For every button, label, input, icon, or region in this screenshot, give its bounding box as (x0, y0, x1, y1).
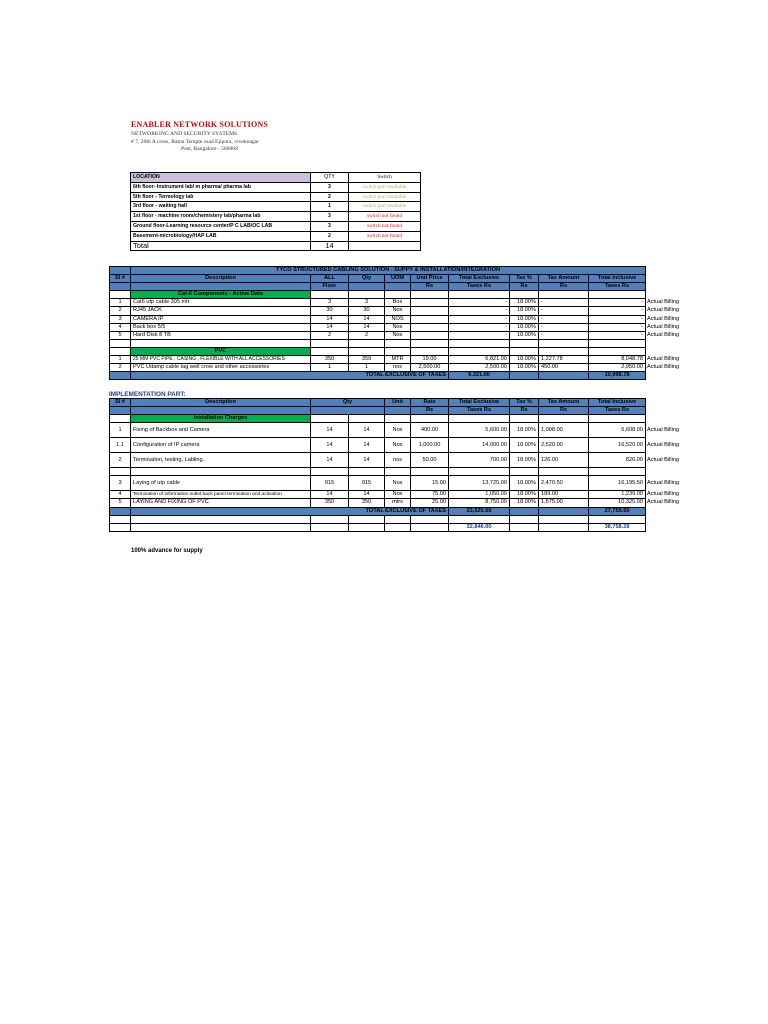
exclusive-cell: 8,750.00 (449, 499, 510, 507)
description-cell: 25 MM PVC PIPE , CASING , FLEXIBLE WITH ALL ACCESSORIES (131, 356, 311, 364)
price-cell (411, 331, 449, 339)
inclusive-cell: 16,195.50 (589, 476, 646, 491)
table-row (110, 499, 718, 507)
sl-cell: 2 (110, 364, 131, 372)
note-cell: Actual Billing (647, 315, 680, 322)
tax-amount-cell: 2,520.00 (539, 438, 589, 453)
table-row (110, 323, 718, 331)
description-cell: Termination, testing, Labling. (131, 453, 311, 468)
price-cell (411, 299, 449, 307)
rate-cell: 50.00 (411, 453, 449, 468)
blank-cell (646, 283, 718, 291)
location-row (131, 182, 421, 192)
unit-cell: Nos (385, 476, 411, 491)
total-exclusive-header-2: Taxes Rs (449, 407, 510, 415)
location-row (131, 212, 421, 222)
sl-cell: 1 (110, 356, 131, 364)
tax-cell: 18.00% (510, 453, 539, 468)
tax-cell: 18.00% (510, 299, 539, 307)
location-total-row (131, 241, 421, 251)
qty-header: Qty (311, 399, 385, 407)
total-inclusive-header: Total Inclusive (589, 399, 646, 407)
qty-cell: 359 (349, 356, 385, 364)
switch-status: switch not found (349, 221, 421, 231)
qty-cell: 30 (349, 307, 385, 315)
sl-header: Sl # (110, 275, 131, 283)
uom-cell: Nos (385, 323, 411, 331)
inclusive-cell: 16,520.00 (589, 438, 646, 453)
tax-amount-header: Tax Amount (539, 275, 589, 283)
tax-amount-cell: - (539, 323, 589, 331)
location-qty: 2 (311, 231, 349, 241)
inclusive-cell: 826.00 (589, 453, 646, 468)
sl-cell: 2 (110, 307, 131, 315)
supply-title: TYCO STRUCTURED CABLING SOLUTION - SUPPY & INSTALLATION/INTEGRATION (131, 267, 646, 275)
implementation-total-inclusive: 27,759.50 (589, 507, 646, 515)
location-total-qty: 14 (311, 241, 349, 251)
exclusive-cell: - (449, 307, 510, 315)
switch-status: switch not found (349, 212, 421, 222)
implementation-total-exclusive: 23,525.00 (449, 507, 510, 515)
unit-cell: nos (385, 453, 411, 468)
switch-header: Switch (349, 173, 421, 183)
note-cell: Actual Billing (647, 491, 680, 498)
description-cell: Laying of utp cable (131, 476, 311, 491)
note-cell: Actual Billing (647, 364, 680, 371)
unit-price-header: Unit Price (411, 275, 449, 283)
blank-cell (110, 283, 131, 291)
inclusive-cell: - (589, 323, 646, 331)
tax-cell: 18.00% (510, 331, 539, 339)
qty-cell: 14 (349, 315, 385, 323)
empty-cell (349, 241, 421, 251)
location-name: 5th floor - Termology lab (131, 192, 311, 202)
location-header: LOCATION (131, 173, 311, 183)
qty-cell: 14 (311, 423, 349, 438)
blank-cell (646, 267, 718, 275)
price-cell (411, 307, 449, 315)
tax-cell: 18.00% (510, 491, 539, 499)
uom-cell: Box (385, 299, 411, 307)
location-qty: 3 (311, 212, 349, 222)
uom-cell: Nos (385, 307, 411, 315)
rate-header: Rate (411, 399, 449, 407)
tax-percent-header: Tax % (510, 399, 539, 407)
note-cell: Actual Billing (647, 356, 680, 363)
grand-total-exclusive: 32,846.00 (449, 523, 510, 531)
sl-cell: 5 (110, 331, 131, 339)
tax-cell: 18.00% (510, 476, 539, 491)
company-tagline: NETWORKING AND SECURITY SYSTEMS (131, 131, 238, 137)
table-row (110, 307, 718, 315)
unit-cell: Nos (385, 423, 411, 438)
tax-amount-cell: 189.00 (539, 491, 589, 499)
total-exclusive-header: Total Exclusive (449, 399, 510, 407)
payment-note: 100% advance for supply (131, 548, 203, 554)
qty-cell: 1 (349, 364, 385, 372)
implementation-table (109, 398, 718, 532)
tax-amount-cell: - (539, 315, 589, 323)
exclusive-cell: 14,000.00 (449, 438, 510, 453)
location-total-label: Total (131, 241, 311, 251)
tax-amount-cell: 1,227.78 (539, 356, 589, 364)
qty-header: Qty (349, 275, 385, 283)
uom-cell: Nos (385, 331, 411, 339)
sl-cell: 1 (110, 299, 131, 307)
sl-cell: 3 (110, 476, 131, 491)
note-cell: Actual Billing (647, 331, 680, 338)
unit-cell: Nos (385, 491, 411, 499)
blank-cell (646, 275, 718, 283)
floor-cell: 1 (311, 364, 349, 372)
tax-amount-cell: 1,575.00 (539, 499, 589, 507)
tax-percent-header-2: Rs (510, 407, 539, 415)
exclusive-cell: 5,600.00 (449, 423, 510, 438)
price-cell: 2,500.00 (411, 364, 449, 372)
sl-cell: 1 (110, 423, 131, 438)
inclusive-cell: - (589, 299, 646, 307)
description-cell: PVC Udamp cable tag well crow and other accessories (131, 364, 311, 372)
exclusive-cell: 700.00 (449, 453, 510, 468)
inclusive-cell: 1,239.00 (589, 491, 646, 499)
description-cell: Configuration of IP camera (131, 438, 311, 453)
supply-total-row (110, 372, 718, 380)
tax-cell: 18.00% (510, 356, 539, 364)
location-qty: 1 (311, 202, 349, 212)
exclusive-cell: 6,821.00 (449, 356, 510, 364)
supply-total-exclusive: 9,321.00 (449, 372, 510, 380)
blank-cell (385, 283, 411, 291)
description-header: Description (131, 399, 311, 407)
total-inclusive-header: Total Inclusive (589, 275, 646, 283)
table-row (110, 438, 718, 453)
implementation-total-label: TOTAL EXCLUSIVE OF TAXES (131, 507, 449, 515)
sl-cell: 1.1 (110, 438, 131, 453)
sl-cell: 5 (110, 499, 131, 507)
tax-amount-cell: 126.00 (539, 453, 589, 468)
sl-cell: 4 (110, 323, 131, 331)
description-cell: RJ45 JACK (131, 307, 311, 315)
exclusive-cell: - (449, 299, 510, 307)
floor-cell: 14 (311, 315, 349, 323)
floor-cell: 14 (311, 323, 349, 331)
uom-cell: NOS (385, 315, 411, 323)
inclusive-cell: - (589, 315, 646, 323)
note-cell: Actual Billing (647, 307, 680, 314)
table-row (110, 364, 718, 372)
table-row (110, 491, 718, 499)
exclusive-cell: - (449, 331, 510, 339)
location-name: Ground floor-Learning resource center/P C LAB/OC LAB (131, 221, 311, 231)
note-cell: Actual Billing (647, 499, 680, 506)
table-row (110, 423, 718, 438)
exclusive-cell: - (449, 323, 510, 331)
unit-cell: mtrs (385, 499, 411, 507)
section-installation: Installation Charges (131, 415, 311, 423)
floor-cell: 3 (311, 299, 349, 307)
inclusive-cell: 2,950.00 (589, 364, 646, 372)
location-row (131, 202, 421, 212)
description-cell: LAYING AND FIXING OF PVC (131, 499, 311, 507)
price-cell (411, 323, 449, 331)
qty-cell: 915 (349, 476, 385, 491)
exclusive-cell: 2,500.00 (449, 364, 510, 372)
location-name: 6th floor- Instrument lab/ m pharma/ pharma lab (131, 182, 311, 192)
tax-amount-cell: 450.00 (539, 364, 589, 372)
inclusive-cell: 10,325.00 (589, 499, 646, 507)
table-row (110, 315, 718, 323)
tax-cell: 18.00% (510, 323, 539, 331)
rate-header-2: Rs (411, 407, 449, 415)
table-row (110, 299, 718, 307)
company-address-line1: # 7, 20th A cross, Rama Temple road Ejipura, viveknagar (131, 139, 260, 145)
location-qty: 3 (311, 221, 349, 231)
total-inclusive-header-2: Taxes Rs (589, 283, 646, 291)
switch-status: switch port available (349, 202, 421, 212)
location-name: Basement-microbiology/HAP LAB (131, 231, 311, 241)
company-address-line2: Post, Bangalore - 560068 (181, 146, 238, 152)
note-cell: Actual Billing (647, 323, 680, 330)
location-qty: 3 (311, 182, 349, 192)
all-floor-header: ALL (311, 275, 349, 283)
supply-table (109, 266, 718, 380)
floor-cell: 2 (311, 331, 349, 339)
blank-cell (110, 267, 131, 275)
exclusive-cell: 13,725.00 (449, 476, 510, 491)
qty-cell: 350 (349, 499, 385, 507)
qty-cell: 14 (349, 491, 385, 499)
total-exclusive-header-2: Taxes Rs (449, 283, 510, 291)
floor-cell: 30 (311, 307, 349, 315)
tax-cell: 18.00% (510, 315, 539, 323)
inclusive-cell: 6,608.00 (589, 423, 646, 438)
qty-cell: 14 (311, 491, 349, 499)
total-exclusive-header: Total Exclusive (449, 275, 510, 283)
grand-total-row (110, 523, 718, 531)
note-cell: Actual Billing (647, 299, 680, 306)
exclusive-cell: 1,050.00 (449, 491, 510, 499)
inclusive-cell: - (589, 307, 646, 315)
note-cell: Actual Billing (647, 480, 680, 487)
switch-status: switch port available (349, 182, 421, 192)
qty-cell: 14 (311, 438, 349, 453)
description-cell: CAMERA IP (131, 315, 311, 323)
tax-percent-header: Tax % (510, 275, 539, 283)
unit-price-header-2: Rs (411, 283, 449, 291)
table-row (110, 356, 718, 364)
floor-cell: 350 (311, 356, 349, 364)
location-row (131, 231, 421, 241)
qty-cell: 14 (349, 423, 385, 438)
table-row (110, 453, 718, 468)
qty-cell: 14 (349, 323, 385, 331)
section-pvc: PVC (131, 347, 311, 355)
tax-cell: 18.00% (510, 423, 539, 438)
implementation-total-row (110, 507, 718, 515)
implementation-title: IMPLEMENTATION PART: (109, 391, 186, 398)
description-header: Description (131, 275, 311, 283)
tax-cell: 18.00% (510, 364, 539, 372)
location-qty: 2 (311, 192, 349, 202)
all-floor-header-2: Floor (311, 283, 349, 291)
tax-amount-cell: - (539, 299, 589, 307)
qty-cell: 2 (349, 331, 385, 339)
supply-total-label: TOTAL EXCLUSIVE OF TAXES (131, 372, 449, 380)
blank-cell (349, 283, 385, 291)
description-cell: Hard Disk 8 TB (131, 331, 311, 339)
inclusive-cell: - (589, 331, 646, 339)
blank-cell (131, 283, 311, 291)
supply-total-inclusive: 10,998.78 (589, 372, 646, 380)
location-row (131, 221, 421, 231)
uom-header: UOM (385, 275, 411, 283)
price-cell: 19.00 (411, 356, 449, 364)
exclusive-cell: - (449, 315, 510, 323)
tax-amount-cell: - (539, 331, 589, 339)
inclusive-cell: 8,048.78 (589, 356, 646, 364)
switch-status: switch not found (349, 231, 421, 241)
qty-cell: 14 (349, 438, 385, 453)
qty-cell: 3 (349, 299, 385, 307)
tax-amount-cell: 1,008.00 (539, 423, 589, 438)
blank-cell (110, 291, 131, 299)
tax-amount-header: Tax Amount (539, 399, 589, 407)
section-cat6: Cat-6 Components - Active Data (131, 291, 311, 299)
qty-cell: 14 (311, 453, 349, 468)
tax-amount-header-2: Rs (539, 283, 589, 291)
tax-amount-header-2: Rs (539, 407, 589, 415)
description-cell: Termination of information outlet,back panel termination and activation (131, 491, 311, 499)
location-table (130, 172, 421, 251)
blank-cell (110, 347, 131, 355)
note-cell: Actual Billing (647, 442, 680, 449)
tax-amount-cell: - (539, 307, 589, 315)
switch-status: switch port available (349, 192, 421, 202)
location-header-row (131, 173, 421, 183)
note-cell: Actual Billing (647, 427, 680, 434)
price-cell (411, 315, 449, 323)
tax-amount-cell: 2,470.50 (539, 476, 589, 491)
unit-cell: Nos (385, 438, 411, 453)
qty-cell: 350 (311, 499, 349, 507)
tax-cell: 18.00% (510, 307, 539, 315)
description-cell: Fixing of Backbox and Camera (131, 423, 311, 438)
location-name: 3rd floor - waiting hall (131, 202, 311, 212)
grand-total-inclusive: 38,758.28 (589, 523, 646, 531)
unit-header: Unit (385, 399, 411, 407)
rate-cell: 25.00 (411, 499, 449, 507)
location-row (131, 192, 421, 202)
sl-cell: 3 (110, 315, 131, 323)
qty-cell: 915 (311, 476, 349, 491)
qty-cell: 14 (349, 453, 385, 468)
description-cell: Back box 5/5 (131, 323, 311, 331)
sl-header: Sl # (110, 399, 131, 407)
tax-cell: 18.00% (510, 499, 539, 507)
uom-cell: nos (385, 364, 411, 372)
total-inclusive-header-2: Taxes Rs (589, 407, 646, 415)
company-name: ENABLER NETWORK SOLUTIONS (131, 120, 269, 129)
uom-cell: MTR (385, 356, 411, 364)
tax-percent-header-2: Rs (510, 283, 539, 291)
rate-cell: 400.00 (411, 423, 449, 438)
tax-cell: 18.00% (510, 438, 539, 453)
sl-cell: 4 (110, 491, 131, 499)
note-cell: Actual Billing (647, 457, 680, 464)
rate-cell: 75.00 (411, 491, 449, 499)
rate-cell: 1,000.00 (411, 438, 449, 453)
location-name: 1st floor - machine room/chemistery lab/pharma lab (131, 212, 311, 222)
qty-header: QTY (311, 173, 349, 183)
description-cell: Cat6 utp cable 305 mtr (131, 299, 311, 307)
table-row (110, 331, 718, 339)
rate-cell: 15.00 (411, 476, 449, 491)
table-row (110, 476, 718, 491)
sl-cell: 2 (110, 453, 131, 468)
